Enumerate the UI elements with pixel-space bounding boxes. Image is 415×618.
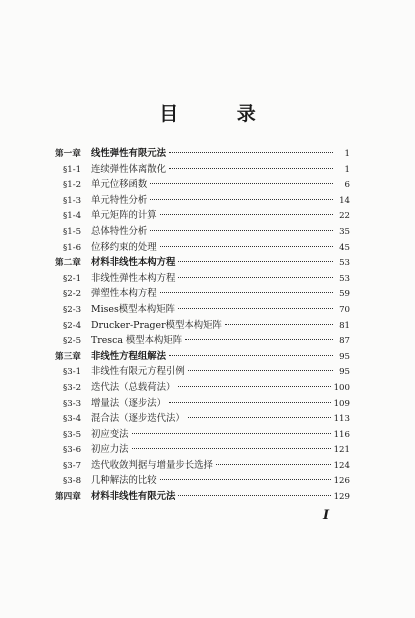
entry-page-number: 124 bbox=[333, 460, 350, 471]
toc-section-entry bbox=[55, 411, 350, 427]
entry-title: 非线性方程组解法 bbox=[91, 350, 167, 362]
entry-page-number: 1 bbox=[344, 164, 350, 175]
entry-page-number: 95 bbox=[339, 351, 350, 362]
entry-page-number: 53 bbox=[339, 273, 350, 284]
entry-title: 迭代法（总载荷法） bbox=[91, 381, 176, 393]
entry-title: 增量法（逐步法） bbox=[91, 397, 167, 409]
toc-chapter-entry bbox=[55, 349, 350, 365]
entry-number: §2-5 bbox=[63, 336, 82, 347]
toc-section-entry bbox=[55, 380, 350, 396]
entry-page-number: 113 bbox=[333, 414, 350, 425]
dot-leader bbox=[178, 261, 333, 262]
entry-page-number: 1 bbox=[344, 149, 350, 159]
entry-number: §1-3 bbox=[63, 195, 82, 206]
entry-title: 弹塑性本构方程 bbox=[91, 288, 157, 300]
page-title: 目 录 bbox=[159, 103, 282, 125]
dot-leader bbox=[169, 168, 333, 169]
toc-chapter-entry bbox=[55, 146, 350, 162]
entry-number: §1-5 bbox=[63, 226, 82, 237]
entry-title: 非线性弹性本构方程 bbox=[91, 272, 176, 284]
dot-leader bbox=[150, 199, 333, 200]
dot-leader bbox=[160, 246, 333, 247]
toc-section-entry bbox=[55, 271, 350, 287]
entry-title: Drucker-Prager模型本构矩阵 bbox=[91, 319, 222, 331]
entry-number: §3-8 bbox=[63, 476, 82, 487]
dot-leader bbox=[178, 495, 330, 496]
entry-title: 单元位移函数 bbox=[91, 179, 148, 191]
dot-leader bbox=[160, 214, 333, 215]
entry-title: 单元特性分析 bbox=[91, 194, 148, 206]
entry-page-number: 121 bbox=[333, 445, 350, 456]
entry-number: §3-3 bbox=[63, 398, 82, 409]
entry-page-number: 6 bbox=[344, 180, 350, 191]
entry-page-number: 70 bbox=[339, 304, 350, 315]
entry-page-number: 129 bbox=[333, 492, 350, 503]
toc-section-entry bbox=[55, 458, 350, 474]
entry-number: §3-4 bbox=[63, 414, 82, 425]
entry-number: 第四章 bbox=[55, 492, 81, 503]
entry-page-number: 53 bbox=[339, 258, 350, 269]
entry-page-number: 45 bbox=[339, 242, 350, 253]
entry-page-number: 87 bbox=[339, 336, 350, 347]
dot-leader bbox=[188, 417, 331, 418]
entry-title: 单元矩阵的计算 bbox=[91, 210, 157, 222]
entry-page-number: 81 bbox=[339, 320, 350, 331]
entry-title: 混合法（逐步迭代法） bbox=[91, 413, 185, 425]
entry-title: 几种解法的比较 bbox=[91, 475, 157, 487]
entry-title: 非线性有限元方程引例 bbox=[91, 366, 185, 378]
toc-section-entry bbox=[55, 286, 350, 302]
dot-leader bbox=[132, 448, 331, 449]
entry-number: §1-1 bbox=[63, 164, 82, 175]
entry-page-number: 35 bbox=[339, 226, 350, 237]
entry-title: Tresca 模型本构矩阵 bbox=[91, 335, 183, 347]
entry-title: Mises模型本构矩阵 bbox=[91, 303, 176, 315]
toc-chapter-entry bbox=[55, 255, 350, 271]
dot-leader bbox=[132, 433, 331, 434]
entry-title: 迭代收敛判据与增量步长选择 bbox=[91, 459, 213, 471]
entry-number: §2-4 bbox=[63, 320, 82, 331]
entry-number: §3-7 bbox=[63, 460, 82, 471]
entry-title: 初应变法 bbox=[91, 428, 129, 440]
toc-section-entry bbox=[55, 333, 350, 349]
entry-number: §2-3 bbox=[63, 304, 82, 315]
entry-number: §3-5 bbox=[63, 429, 82, 440]
toc-section-entry bbox=[55, 193, 350, 209]
toc-section-entry bbox=[55, 396, 350, 412]
dot-leader bbox=[178, 386, 330, 387]
toc-section-entry bbox=[55, 208, 350, 224]
dot-leader bbox=[178, 277, 333, 278]
dot-leader bbox=[169, 355, 333, 356]
dot-leader bbox=[216, 464, 331, 465]
dot-leader bbox=[150, 230, 333, 231]
page-number: I bbox=[323, 508, 330, 523]
toc-section-entry bbox=[55, 302, 350, 318]
entry-title: 位移约束的处理 bbox=[91, 241, 157, 253]
entry-page-number: 116 bbox=[333, 429, 350, 440]
entry-title: 总体特性分析 bbox=[91, 225, 148, 237]
entry-title: 材料非线性有限元法 bbox=[91, 491, 176, 503]
entry-page-number: 109 bbox=[333, 398, 350, 409]
entry-number: §3-6 bbox=[63, 445, 82, 456]
entry-number: §2-1 bbox=[63, 273, 82, 284]
entry-title: 初应力法 bbox=[91, 444, 129, 456]
dot-leader bbox=[178, 308, 333, 309]
entry-number: §2-2 bbox=[63, 289, 82, 300]
toc-section-entry bbox=[55, 224, 350, 240]
entry-page-number: 126 bbox=[333, 476, 350, 487]
entry-page-number: 59 bbox=[339, 289, 350, 300]
toc-section-entry bbox=[55, 473, 350, 489]
toc-section-entry bbox=[55, 364, 350, 380]
entry-number: §3-1 bbox=[63, 367, 82, 378]
entry-number: §3-2 bbox=[63, 382, 82, 393]
toc-section-entry bbox=[55, 162, 350, 178]
entry-number: 第二章 bbox=[55, 258, 81, 269]
entry-page-number: 100 bbox=[333, 382, 350, 393]
entry-page-number: 14 bbox=[339, 195, 350, 206]
entry-number: 第三章 bbox=[55, 351, 81, 362]
toc-section-entry bbox=[55, 240, 350, 256]
table-of-contents bbox=[55, 146, 350, 505]
dot-leader bbox=[160, 479, 331, 480]
toc-section-entry bbox=[55, 177, 350, 193]
entry-page-number: 22 bbox=[339, 211, 350, 222]
entry-title: 线性弹性有限元法 bbox=[91, 148, 167, 159]
entry-number: §1-2 bbox=[63, 180, 82, 191]
entry-number: §1-4 bbox=[63, 211, 82, 222]
dot-leader bbox=[225, 324, 333, 325]
dot-leader bbox=[185, 339, 333, 340]
dot-leader bbox=[150, 183, 333, 184]
dot-leader bbox=[160, 292, 333, 293]
toc-section-entry bbox=[55, 442, 350, 458]
toc-chapter-entry bbox=[55, 489, 350, 505]
dot-leader bbox=[169, 152, 333, 153]
toc-section-entry bbox=[55, 318, 350, 334]
toc-section-entry bbox=[55, 427, 350, 443]
entry-title: 连续弹性体离散化 bbox=[91, 163, 167, 175]
entry-title: 材料非线性本构方程 bbox=[91, 257, 176, 269]
dot-leader bbox=[169, 402, 331, 403]
entry-page-number: 95 bbox=[339, 367, 350, 378]
dot-leader bbox=[188, 370, 333, 371]
entry-number: 第一章 bbox=[55, 149, 81, 159]
entry-number: §1-6 bbox=[63, 242, 82, 253]
